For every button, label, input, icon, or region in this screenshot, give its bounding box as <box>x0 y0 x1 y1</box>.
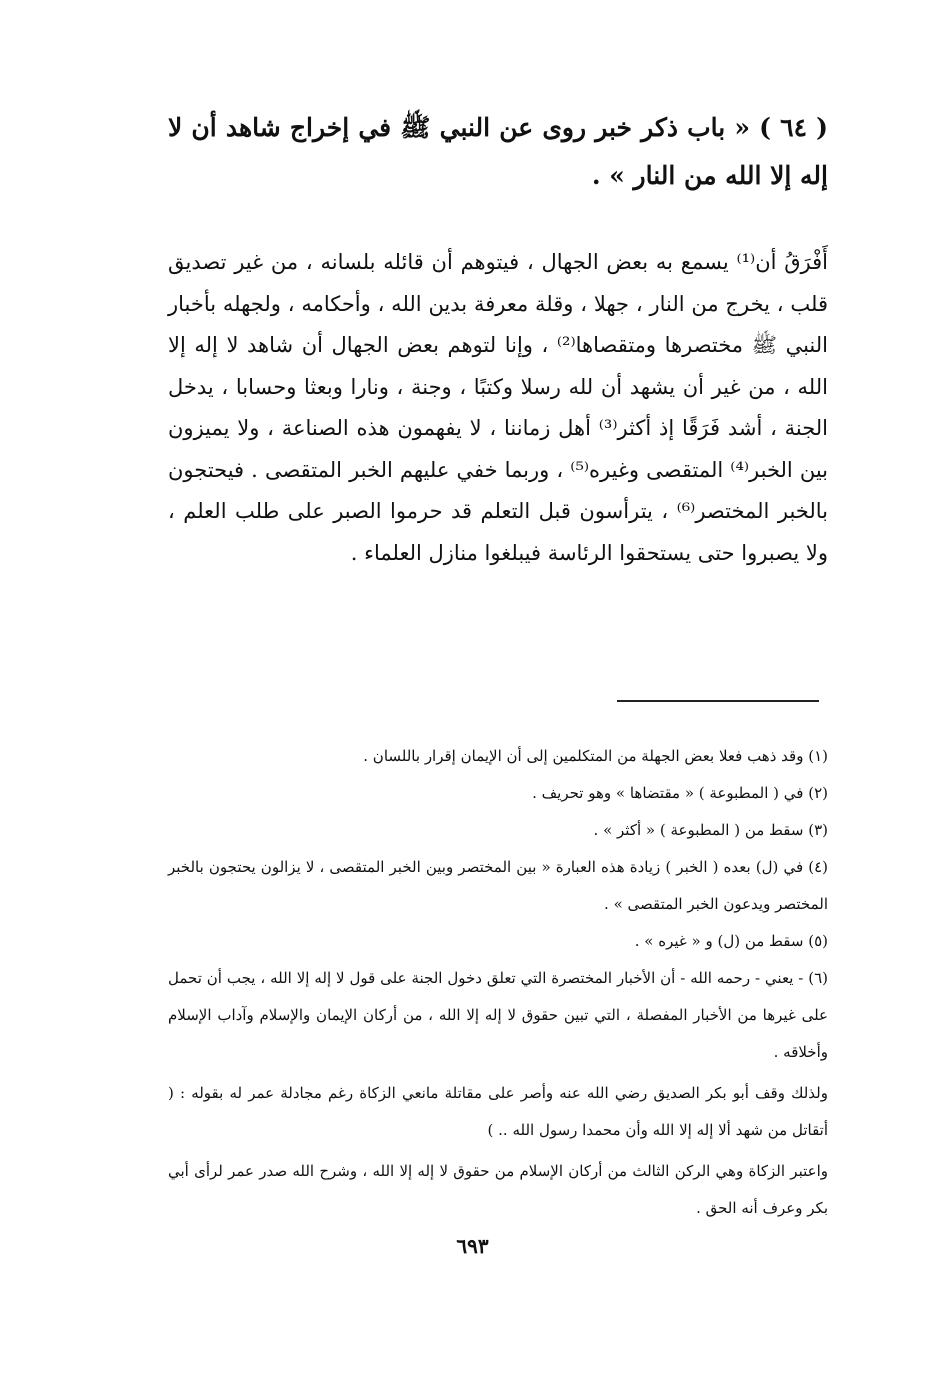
footnote-6: (٦) - يعني - رحمه الله - أن الأخبار المختصرة التي تعلق دخول الجنة على قول لا إله إلا الله ، يجب أن تحمل على غيرها من الأخبار المفصلة ، التي تبين حقوق لا إله إلا الله ، من أركان الإيمان والإسلام وآداب الإسلام وأخلاقه . <box>168 969 828 1061</box>
chapter-title: ( ٦٤ ) « باب ذكر خبر روى عن النبي ﷺ في إخراج شاهد أن لا إله إلا الله من النار » . <box>168 113 828 190</box>
footnote-continuation: واعتبر الزكاة وهي الركن الثالث من أركان الإسلام من حقوق لا إله إلا الله ، وشرح الله صدر عمر لرأى أبي بكر وعرف أنه الحق . <box>168 1162 828 1217</box>
footnote-3: (٣) سقط من ( المطبوعة ) « أكثر » . <box>593 821 828 839</box>
footnote-4: (٤) في (ل) بعده ( الخبر ) زيادة هذه العبارة « بين المختصر وبين الخبر المتقصى ، لا يزالون يحتجون بالخبر المختصر ويدعون الخبر المتقصى » . <box>168 858 828 913</box>
footnote-separator <box>617 700 819 702</box>
footnotes <box>168 738 828 1227</box>
footnote-continuation: ولذلك وقف أبو بكر الصديق رضي الله عنه وأصر على مقاتلة مانعي الزكاة رغم مجادلة عمر له بقوله : ( أتقاتل من شهد ألا إله إلا الله وأن محمدا رسول الله .. ) <box>168 1084 828 1139</box>
footnote-2: (٢) في ( المطبوعة ) « مقتضاها » وهو تحريف . <box>532 784 828 802</box>
page-number: ٦٩٣ <box>456 1234 489 1258</box>
footnote-1: (١) وقد ذهب فعلا بعض الجهلة من المتكلمين إلى أن الإيمان إقرار باللسان . <box>363 747 828 765</box>
body-paragraph: أَفْرَقُ أن⁽¹⁾ يسمع به بعض الجهال ، فيتوهم أن قائله بلسانه ، من غير تصديق قلب ، يخرج من النار ، جهلا ، وقلة معرفة بدين الله ، وأحكامه ، ولجهله بأخبار النبي ﷺ مختصرها ومتقصاها⁽²⁾ ، وإنا لتوهم بعض الجهال أن شاهد لا إله إلا الله ، من غير أن يشهد أن لله رسلا وكتبًا ، وجنة ، ونارا وبعثا وحسابا ، يدخل الجنة ، أشد فَرَقًا إذ أكثر⁽³⁾ أهل زماننا ، لا يفهمون هذه الصناعة ، ولا يميزون بين الخبر⁽⁴⁾ المتقصى وغيره⁽⁵⁾ ، وربما خفي عليهم الخبر المتقصى . فيحتجون بالخبر المختصر⁽⁶⁾ ، يترأسون قبل التعلم قد حرموا الصبر على طلب العلم ، ولا يصبروا حتى يستحقوا الرئاسة فيبلغوا منازل العلماء . <box>168 250 829 565</box>
footnote-5: (٥) سقط من (ل) و « غيره » . <box>634 932 828 950</box>
